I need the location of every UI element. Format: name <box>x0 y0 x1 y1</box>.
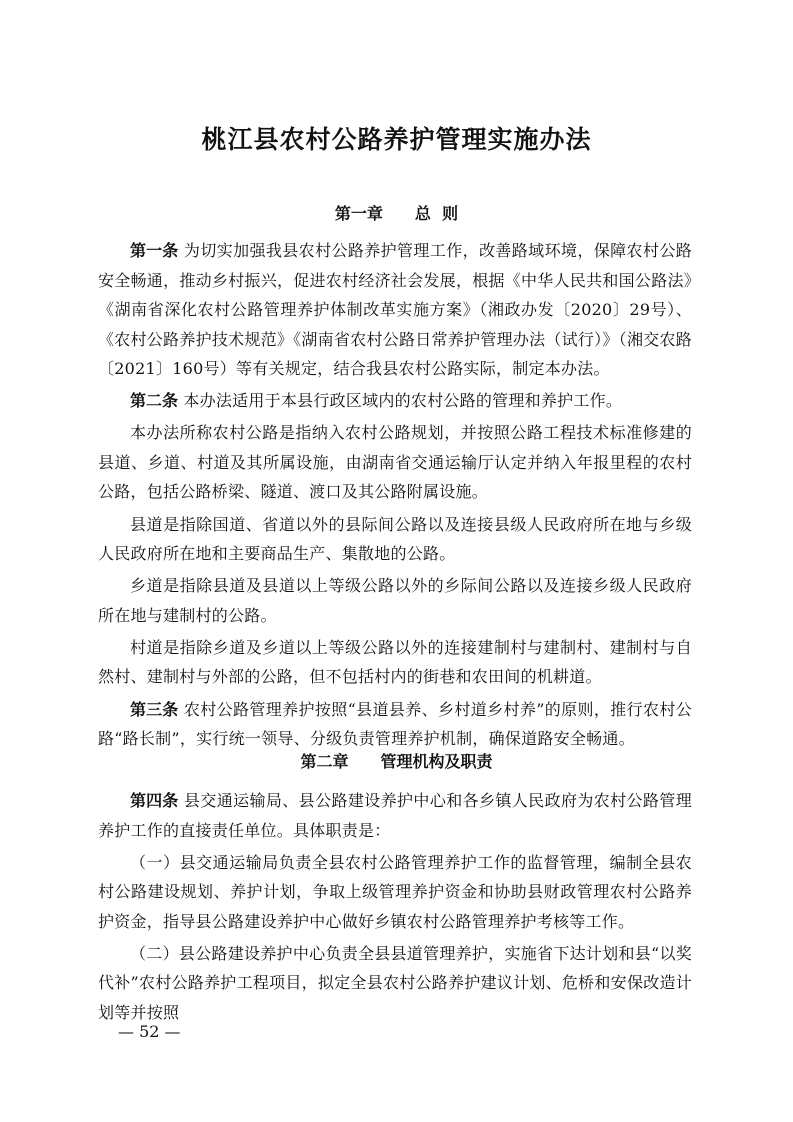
article-4-paragraph <box>98 786 692 845</box>
paragraph-text: 本办法适用于本县行政区域内的农村公路的管理和养护工作。 <box>183 391 623 411</box>
paragraph-text: 乡道是指除县道及县道以上等级公路以外的乡际间公路以及连接乡级人民政府所在地与建制村的公路。 <box>98 576 692 625</box>
duty-item-paragraph <box>98 848 692 937</box>
article-label: 第四条 <box>130 791 179 810</box>
paragraph-text: （二）县公路建设养护中心负责全县县道管理养护，实施省下达计划和县“以奖代补”农村公路养护工程项目，拟定全县农村公路养护建议计划、危桥和安保改造计划等并按照 <box>98 943 692 1022</box>
paragraph-text: （一）县交通运输局负责全县农村公路管理养护工作的监督管理，编制全县农村公路建设规划、养护计划，争取上级管理养护资金和协助县财政管理农村公路养护资金，指导县公路建设养护中心做好乡镇农村公路管理养护考核等工作。 <box>98 852 692 931</box>
chapter-2-body <box>98 786 692 1030</box>
definition-paragraph <box>98 510 692 569</box>
paragraph-text: 县道是指除国道、省道以外的县际间公路以及连接县级人民政府所在地与乡级人民政府所在地和主要商品生产、集散地的公路。 <box>98 514 692 564</box>
article-1-paragraph <box>98 236 692 384</box>
paragraph-text: 县交通运输局、县公路建设养护中心和各乡镇人民政府为农村公路管理养护工作的直接责任单位。具体职责是： <box>98 791 692 840</box>
definition-paragraph <box>98 418 692 507</box>
article-label: 第一条 <box>130 241 179 260</box>
article-label: 第二条 <box>130 391 179 411</box>
paragraph-text: 农村公路管理养护按照“县道县养、乡村道乡村养”的原则，推行农村公路“路长制”，实行统一领导、分级负责管理养护机制，确保道路安全畅通。 <box>98 699 692 749</box>
article-3-paragraph <box>98 695 692 754</box>
chapter-2-heading: 第二章 管理机构及职责 <box>300 752 493 771</box>
paragraph-text: 为切实加强我县农村公路养护管理工作，改善路域环境，保障农村公路安全畅通，推动乡村振兴，促进农村经济社会发展，根据《中华人民共和国公路法》《湖南省深化农村公路管理养护体制改革实施方案》（湘政办发〔2020〕29号）、《农村公路养护技术规范》《湖南省农村公路日常养护管理办法（试行）》（湘交农路〔2021〕160号）等有关规定，结合我县农村公路实际，制定本办法。 <box>98 241 692 378</box>
paragraph-text: 村道是指除乡道及乡道以上等级公路以外的连接建制村与建制村、建制村与自然村、建制村与外部的公路，但不包括村内的街巷和农田间的机耕道。 <box>98 637 692 687</box>
duty-item-paragraph <box>98 939 692 1028</box>
chapter-1-heading: 第一章 总 则 <box>334 204 459 223</box>
article-label: 第三条 <box>130 699 179 719</box>
definition-paragraph <box>98 633 692 692</box>
page-number: — 52 — <box>118 1022 181 1041</box>
document-title: 桃江县农村公路养护管理实施办法 <box>201 125 592 154</box>
paragraph-text: 本办法所称农村公路是指纳入农村公路规划，并按照公路工程技术标准修建的县道、乡道、村道及其所属设施，由湖南省交通运输厅认定并纳入年报里程的农村公路，包括公路桥梁、隧道、渡口及其公路附属设施。 <box>98 423 692 502</box>
chapter-1-body <box>98 236 692 756</box>
definition-paragraph <box>98 571 692 630</box>
article-2-paragraph <box>98 386 692 416</box>
